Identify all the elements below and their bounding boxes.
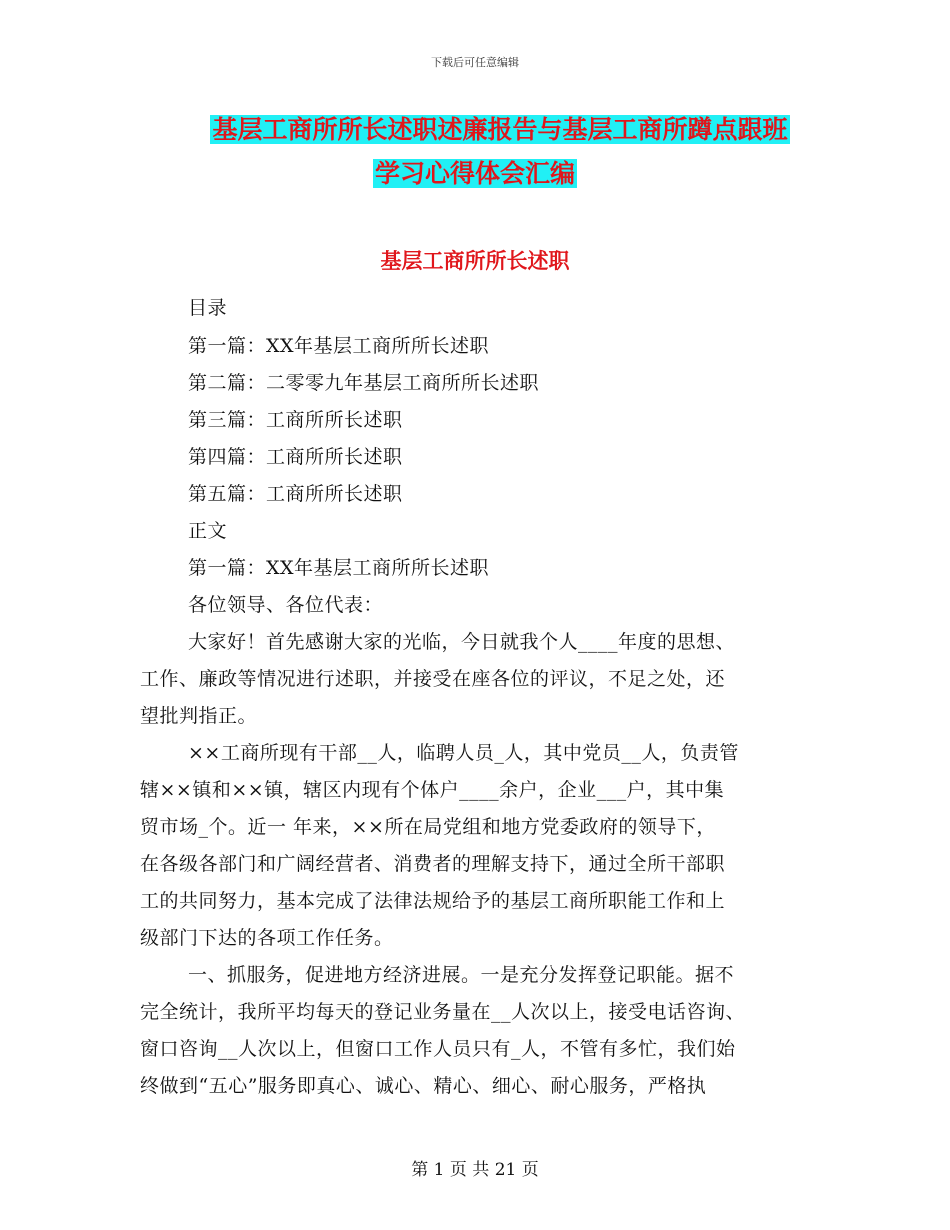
paragraph-line: 完全统计，我所平均每天的登记业务量在__人次以上，接受电话咨询、 [140,1001,746,1023]
toc-item-1: 第一篇：XX年基层工商所所长述职 [188,335,490,357]
paragraph-line: 大家好！首先感谢大家的光临，今日就我个人____年度的思想、 [188,631,736,653]
toc-item-2: 第二篇：二零零九年基层工商所所长述职 [188,372,540,394]
paragraph-line: 辖××镇和××镇，辖区内现有个体户____余户，企业___户，其中集 [140,779,725,801]
salutation: 各位领导、各位代表： [188,594,384,616]
paragraph-line: 工的共同努力，基本完成了法律法规给予的基层工商所职能工作和上 [140,890,726,912]
toc-heading: 目录 [188,297,228,319]
paragraph-line: 工作、廉政等情况进行述职，并接受在座各位的评议，不足之处，还 [140,668,726,690]
paragraph-line: 在各级各部门和广阔经营者、消费者的理解支持下，通过全所干部职 [140,853,726,875]
paragraph-line: ××工商所现有干部__人，临聘人员_人，其中党员__人，负责管 [188,742,739,764]
document-title-line-2: 学习心得体会汇编 [374,159,575,188]
chapter-title: 第一篇：XX年基层工商所所长述职 [188,557,490,579]
section-title: 基层工商所所长述职 [380,248,570,273]
paragraph-line: 贸市场_个。近一 年来，××所在局党组和地方党委政府的领导下， [140,816,716,838]
header-note: 下载后可任意编辑 [431,56,519,69]
paragraph-line: 窗口咨询__人次以上，但窗口工作人员只有_人，不管有多忙，我们始 [140,1038,736,1060]
paragraph-line: 望批判指正。 [140,705,258,727]
toc-item-4: 第四篇：工商所所长述职 [188,446,403,468]
toc-item-5: 第五篇：工商所所长述职 [188,483,403,505]
toc-item-3: 第三篇：工商所所长述职 [188,409,403,431]
paragraph-line: 级部门下达的各项工作任务。 [140,927,394,949]
paragraph-line: 一、抓服务，促进地方经济进展。一是充分发挥登记职能。据不 [188,964,735,986]
document-title-line-1: 基层工商所所长述职述廉报告与基层工商所蹲点跟班 [212,115,788,144]
body-heading: 正文 [188,520,228,542]
paragraph-line: 终做到“五心”服务即真心、诚心、精心、细心、耐心服务，严格执 [140,1075,707,1097]
page-footer: 第 1 页 共 21 页 [411,1160,539,1180]
